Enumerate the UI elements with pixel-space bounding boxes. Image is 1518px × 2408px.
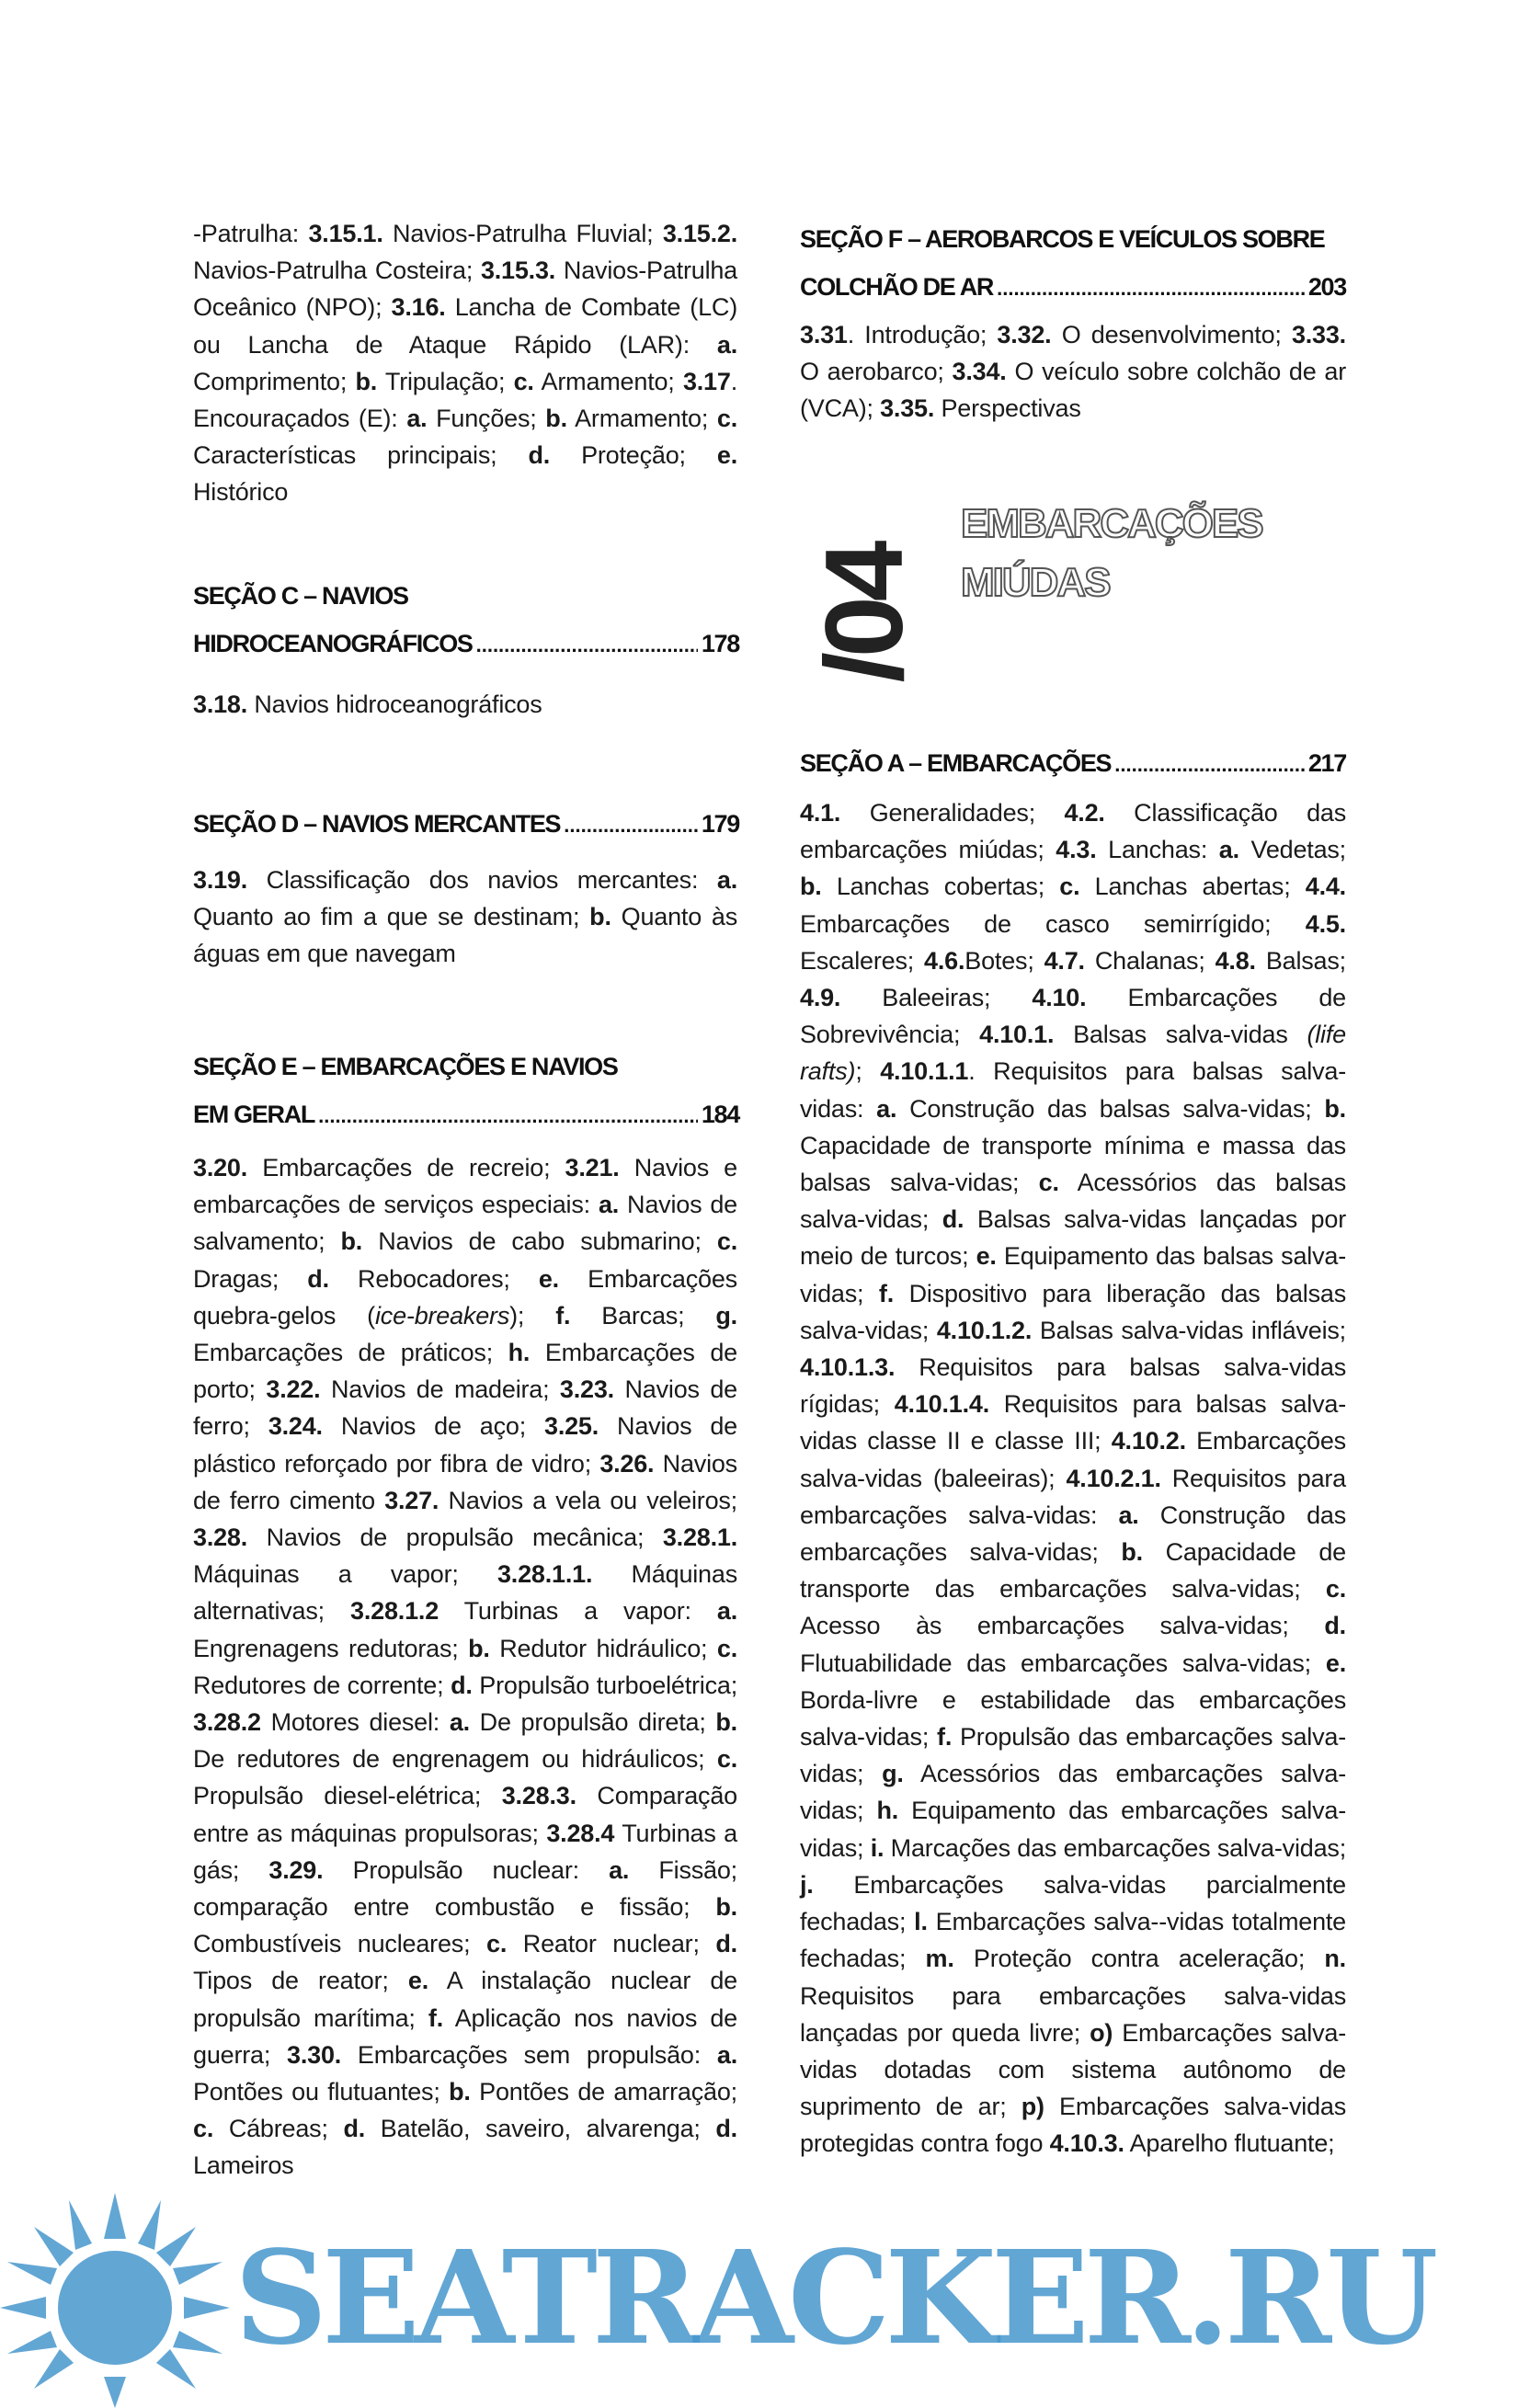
item-number: m.	[925, 1945, 954, 1973]
item-text: Máquinas a vapor;	[193, 1560, 497, 1589]
item-number: 3.27.	[384, 1486, 439, 1514]
item-text: Propulsão diesel-elétrica;	[193, 1782, 502, 1810]
page-number: 178	[701, 630, 739, 657]
leader-dots	[476, 622, 698, 669]
item-number: a.	[716, 866, 737, 894]
chapter-opener	[800, 485, 1346, 715]
section-title: HIDROCEANOGRÁFICOS	[193, 630, 473, 657]
item-text: Máquinas alternativas;	[193, 1560, 737, 1626]
item-text: Navios de plástico reforçado por fibra de vidro;	[193, 1412, 737, 1478]
item-number: 4.10.1.4.	[894, 1390, 989, 1419]
item-text: De propulsão direta;	[469, 1708, 716, 1737]
item-number: d.	[307, 1264, 329, 1293]
item-text: Turbinas a vapor:	[439, 1597, 717, 1626]
watermark	[0, 2193, 1518, 2408]
item-number: b.	[589, 903, 611, 931]
item-number: 4.1.	[800, 799, 841, 827]
item-text: Embarcações quebra-gelos (	[193, 1264, 737, 1330]
item-number: a.	[716, 1597, 737, 1626]
item-text: Redutores de corrente;	[193, 1671, 451, 1699]
item-number: d.	[343, 2115, 366, 2143]
item-number: 3.31	[800, 321, 848, 348]
item-number: 3.28.1.	[662, 1524, 737, 1552]
item-number: b.	[715, 1708, 737, 1737]
item-text: Embarcações de casco semirrígido;	[800, 909, 1306, 938]
item-number: c.	[1059, 873, 1080, 901]
item-number: j.	[800, 1870, 814, 1899]
item-text: Baleeiras;	[840, 984, 1033, 1012]
item-text: Engrenagens redutoras;	[193, 1634, 469, 1662]
item-text: Quanto às águas em que navegam	[193, 903, 737, 968]
toc-entry-section-d	[193, 862, 737, 973]
item-number: 3.15.2.	[662, 220, 737, 247]
item-number: o)	[1090, 2018, 1113, 2047]
toc-entry-section-c	[193, 686, 737, 723]
item-text: De redutores de engrenagem ou hidráulicos;	[193, 1745, 717, 1774]
item-number: 3.28.	[193, 1524, 248, 1552]
item-text: Navios de ferro;	[193, 1375, 737, 1441]
item-text: Fissão; comparação entre combustão e fissão;	[193, 1855, 737, 1922]
item-text: Requisitos para embarcações salva-vidas:	[800, 1464, 1346, 1529]
item-text: Aparelho flutuante;	[1124, 2129, 1335, 2158]
item-text: (life rafts)	[800, 1021, 1346, 1086]
chapter-title-line: MIÚDAS	[961, 560, 1110, 605]
item-text: Embarcações de Sobrevivência;	[800, 984, 1346, 1049]
leader-dots	[997, 265, 1305, 313]
item-text: Requisitos para balsas salva-vidas classe II e classe III;	[800, 1390, 1346, 1455]
item-text: Tripulação;	[377, 367, 514, 395]
item-text: Pontões de amarração;	[470, 2078, 737, 2106]
item-number: a.	[406, 405, 428, 433]
item-text: Navios de ferro cimento	[193, 1449, 737, 1514]
item-text: Navios de propulsão mecânica;	[247, 1524, 663, 1552]
item-text: Proteção;	[550, 441, 717, 470]
item-text: . Introdução;	[847, 321, 998, 348]
item-text: Vedetas;	[1238, 836, 1346, 864]
item-text: Histórico	[193, 478, 289, 507]
item-text: Dragas;	[193, 1264, 308, 1293]
item-number: f.	[428, 2003, 443, 2032]
item-text: Navios de madeira;	[320, 1375, 560, 1404]
item-number: c.	[716, 1227, 737, 1256]
item-number: a.	[716, 2040, 738, 2069]
item-number: c.	[513, 367, 534, 395]
section-title: SEÇÃO C – NAVIOS	[193, 582, 408, 610]
toc-entry-section-b-continued	[193, 215, 737, 511]
section-d-heading[interactable]	[193, 800, 739, 850]
item-number: b.	[468, 1634, 490, 1662]
leader-dots	[1114, 741, 1305, 789]
item-number: 3.28.1.2	[350, 1597, 439, 1626]
item-text: A instalação nuclear de propulsão marítima;	[193, 1967, 737, 2032]
item-text: Navios-Patrulha Costeira;	[193, 257, 481, 285]
item-text: Generalidades;	[840, 799, 1065, 827]
item-number: e.	[407, 1967, 429, 1995]
item-number: 4.4.	[1305, 873, 1346, 901]
item-text: Propulsão turboelétrica;	[472, 1671, 737, 1699]
item-text: Acessórios das embarcações salva-vidas;	[800, 1760, 1346, 1825]
item-number: c.	[1038, 1169, 1059, 1197]
item-number: e.	[976, 1242, 997, 1271]
item-text: Redutor hidráulico;	[489, 1634, 717, 1662]
item-text: Navios hidroceanográficos	[247, 690, 542, 718]
item-number: d.	[1324, 1612, 1346, 1640]
item-number: d.	[451, 1671, 473, 1699]
item-number: a.	[876, 1094, 897, 1123]
item-number: 3.28.3.	[501, 1782, 576, 1810]
item-number: b.	[355, 367, 378, 395]
item-number: 4.10.1.3.	[800, 1353, 896, 1382]
toc-entry-section-f	[800, 316, 1346, 428]
item-text: Navios-Patrulha Fluvial;	[382, 220, 663, 247]
page-number: 217	[1307, 749, 1346, 777]
item-text: Embarcações de recreio;	[247, 1154, 565, 1181]
item-text: Escaleres;	[800, 946, 925, 975]
item-text: Embarcações de práticos;	[193, 1339, 508, 1367]
item-number: 3.28.2	[193, 1708, 261, 1737]
item-text: Botes;	[964, 946, 1044, 975]
item-text: Dispositivo para liberação das balsas salva-vidas;	[800, 1279, 1346, 1344]
item-number: 4.10.2.	[1111, 1427, 1186, 1455]
item-number: e.	[1325, 1649, 1346, 1677]
item-text: Armamento;	[533, 367, 683, 395]
item-text: );	[509, 1301, 556, 1330]
section-title: COLCHÃO DE AR	[800, 273, 994, 301]
chapter-title	[961, 495, 1329, 612]
item-text: Embarcações salva--vidas totalmente fechadas;	[800, 1908, 1346, 1973]
item-text: Acesso às embarcações salva-vidas;	[800, 1612, 1325, 1640]
item-text: Marcações das embarcações salva-vidas;	[884, 1833, 1346, 1862]
item-text: Aplicação nos navios de guerra;	[193, 2003, 737, 2069]
item-text: Classificação dos navios mercantes:	[247, 866, 717, 894]
item-text: Combustíveis nucleares;	[193, 1930, 487, 1958]
item-text: Armamento;	[566, 405, 717, 433]
chapter-title-line: EMBARCAÇÕES	[961, 501, 1262, 546]
item-number: 3.16.	[391, 293, 446, 322]
item-number: a.	[609, 1855, 630, 1884]
chapter-number: /04	[803, 545, 926, 683]
item-number: 4.6.	[924, 946, 965, 975]
item-text: Embarcações salva-vidas dotadas com sistema autônomo de suprimento de ar;	[800, 2018, 1347, 2121]
page-number: 203	[1307, 273, 1346, 301]
item-text: Embarcações de porto;	[193, 1339, 737, 1404]
item-text: Capacidade de transporte mínima e massa das balsas salva-vidas;	[800, 1131, 1346, 1197]
item-number: g.	[715, 1301, 737, 1330]
item-text: O desenvolvimento;	[1051, 321, 1292, 348]
item-text: Lanchas cobertas;	[821, 873, 1060, 901]
item-number: f.	[555, 1301, 571, 1330]
item-number: 3.34.	[952, 358, 1007, 386]
item-number: d.	[528, 441, 551, 470]
item-number: l.	[914, 1908, 928, 1936]
item-number: i.	[870, 1833, 885, 1862]
section-a-heading[interactable]	[800, 739, 1346, 789]
item-number: 3.30.	[287, 2040, 342, 2069]
item-number: b.	[1121, 1538, 1143, 1567]
item-number: f.	[937, 1723, 953, 1752]
item-number: 4.2.	[1064, 799, 1105, 827]
item-text: -Patrulha:	[193, 220, 309, 247]
item-number: 4.10.1.2.	[936, 1316, 1033, 1344]
section-title: SEÇÃO E – EMBARCAÇÕES E NAVIOS	[193, 1053, 618, 1080]
item-text: Balsas;	[1255, 946, 1346, 975]
item-number: 3.17	[682, 367, 731, 395]
item-number: 3.33.	[1291, 321, 1346, 348]
item-number: c.	[193, 2115, 214, 2143]
item-text: Lanchas abertas;	[1079, 873, 1306, 901]
item-number: a.	[598, 1191, 620, 1219]
item-number: a.	[449, 1708, 470, 1737]
item-number: b.	[715, 1893, 737, 1922]
item-number: b.	[800, 873, 822, 901]
item-number: b.	[449, 2078, 471, 2106]
item-text: O aerobarco;	[800, 358, 953, 386]
item-text: . Encouraçados (E):	[193, 367, 737, 433]
section-f-heading[interactable]	[800, 215, 1346, 313]
item-text: Requisitos para balsas salva-vidas rígidas;	[800, 1353, 1346, 1419]
item-text: Embarcações sem propulsão:	[341, 2040, 717, 2069]
item-text: Pontões ou flutuantes;	[193, 2078, 450, 2106]
item-text: Acessórios das balsas salva-vidas;	[800, 1169, 1347, 1234]
item-text: Propulsão das embarcações salva-vidas;	[800, 1723, 1346, 1788]
item-number: 4.10.2.1.	[1066, 1464, 1161, 1492]
item-text: Embarcações salva-vidas (baleeiras);	[800, 1427, 1346, 1492]
item-number: 3.29.	[268, 1855, 324, 1884]
item-text: Requisitos para embarcações salva-vidas lançadas por queda livre;	[800, 1981, 1346, 2047]
item-text: Navios e embarcações de serviços especiais:	[193, 1154, 737, 1219]
item-number: 4.10.1.1	[880, 1057, 969, 1086]
item-text: ice-breakers	[374, 1301, 510, 1330]
item-number: 3.26.	[599, 1449, 655, 1478]
item-number: 4.9.	[800, 984, 841, 1012]
item-number: b.	[1324, 1094, 1346, 1123]
item-number: e.	[716, 441, 737, 470]
item-number: 4.8.	[1215, 946, 1256, 975]
item-number: 4.10.1.	[979, 1021, 1055, 1049]
item-number: d.	[715, 1930, 737, 1958]
item-number: n.	[1324, 1945, 1346, 1973]
section-e-heading[interactable]	[193, 1043, 739, 1140]
item-text: Propulsão nuclear:	[323, 1855, 610, 1884]
leader-dots	[318, 1092, 698, 1140]
item-number: h.	[876, 1797, 899, 1825]
item-text: Comprimento;	[193, 367, 356, 395]
section-title: SEÇÃO A – EMBARCAÇÕES	[800, 749, 1112, 777]
item-text: Reator nuclear;	[507, 1930, 716, 1958]
item-text: Flutuabilidade das embarcações salva-vidas;	[800, 1649, 1326, 1677]
item-number: c.	[716, 1745, 737, 1774]
item-text: Balsas salva-vidas	[1054, 1021, 1307, 1049]
section-title: SEÇÃO D – NAVIOS MERCANTES	[193, 810, 561, 838]
item-number: b.	[340, 1227, 363, 1256]
item-number: 3.32.	[997, 321, 1052, 348]
section-title: SEÇÃO F – AEROBARCOS E VEÍCULOS SOBRE	[800, 225, 1325, 253]
item-number: 4.5.	[1305, 909, 1346, 938]
item-text: Navios de cabo submarino;	[362, 1227, 717, 1256]
item-number: b.	[545, 405, 567, 433]
item-number: 3.20.	[193, 1154, 248, 1181]
item-text: Rebocadores;	[328, 1264, 539, 1293]
item-number: 3.18.	[193, 690, 248, 718]
toc-entry-section-a	[800, 794, 1346, 2163]
item-text: ;	[855, 1057, 881, 1086]
item-text: Embarcações salva-vidas parcialmente fechadas;	[800, 1870, 1346, 1936]
item-text: Turbinas a gás;	[193, 1819, 737, 1884]
item-text: Construção das balsas salva-vidas;	[896, 1094, 1325, 1123]
item-number: p)	[1021, 2093, 1044, 2121]
item-number: h.	[508, 1339, 531, 1367]
page-number: 184	[701, 1101, 739, 1128]
item-number: 3.19.	[193, 866, 248, 894]
item-text: Tipos de reator;	[193, 1967, 408, 1995]
item-text: . Requisitos para balsas salva-vidas:	[800, 1057, 1346, 1123]
item-text: Embarcações salva-vidas protegidas contra fogo	[800, 2093, 1346, 2158]
item-number: 3.35.	[880, 394, 935, 423]
item-text: Motores diesel:	[260, 1708, 450, 1737]
item-text: O veículo sobre colchão de ar (VCA);	[800, 358, 1346, 423]
item-text: Barcas;	[570, 1301, 716, 1330]
item-number: c.	[716, 405, 737, 433]
item-number: 3.23.	[559, 1375, 614, 1404]
item-text: Chalanas;	[1084, 946, 1216, 975]
item-text: Navios de aço;	[322, 1412, 544, 1441]
item-text: Navios de salvamento;	[193, 1191, 737, 1256]
item-number: a.	[1118, 1501, 1139, 1529]
item-text: Construção das embarcações salva-vidas;	[800, 1501, 1346, 1567]
item-number: 4.10.	[1032, 984, 1087, 1012]
item-text: Lameiros	[193, 2151, 294, 2180]
item-text: Perspectivas	[934, 394, 1081, 423]
item-text: Classificação das embarcações miúdas;	[800, 799, 1346, 864]
item-number: 3.22.	[266, 1375, 321, 1404]
item-text: Proteção contra aceleração;	[953, 1945, 1325, 1973]
item-number: 3.28.4	[546, 1819, 615, 1847]
item-number: 4.7.	[1044, 946, 1085, 975]
item-text: Borda-livre e estabilidade das embarcações salva-vidas;	[800, 1685, 1346, 1752]
item-text: Balsas salva-vidas infláveis;	[1032, 1316, 1346, 1344]
item-number: 4.10.3.	[1049, 2129, 1124, 2158]
section-c-heading[interactable]	[193, 572, 739, 669]
item-number: 3.21.	[565, 1154, 620, 1181]
item-text: Cábreas;	[213, 2115, 344, 2143]
item-text: Lancha de Combate (LC) ou Lancha de Ataque Rápido (LAR):	[193, 293, 737, 359]
item-text: Características principais;	[193, 441, 529, 470]
item-text: Equipamento das embarcações salva-vidas;	[800, 1797, 1346, 1862]
item-number: c.	[1325, 1575, 1346, 1603]
item-number: 3.24.	[268, 1412, 323, 1441]
item-text: Quanto ao fim a que se destinam;	[193, 903, 590, 931]
item-text: Balsas salva-vidas lançadas por meio de turcos;	[800, 1205, 1346, 1271]
page-number: 179	[701, 810, 739, 838]
item-number: 3.25.	[544, 1412, 599, 1441]
item-number: 3.15.3.	[480, 257, 556, 285]
watermark-text: SEATRACKER.RU	[234, 2223, 1433, 2374]
item-number: g.	[882, 1760, 904, 1788]
item-text: Navios-Patrulha Oceânico (NPO);	[193, 257, 737, 322]
item-text: Equipamento das balsas salva-vidas;	[800, 1242, 1346, 1307]
item-number: c.	[486, 1930, 508, 1958]
item-number: d.	[715, 2115, 737, 2143]
item-text: Lanchas:	[1096, 836, 1219, 864]
item-number: f.	[878, 1279, 894, 1307]
sun-logo-icon	[0, 2193, 239, 2408]
item-number: a.	[716, 330, 737, 359]
item-text: Navios a vela ou veleiros;	[439, 1486, 737, 1514]
item-number: 4.3.	[1056, 836, 1097, 864]
item-number: a.	[1218, 836, 1239, 864]
leader-dots	[564, 802, 698, 850]
item-number: c.	[716, 1634, 737, 1662]
item-text: Capacidade de transporte das embarcações salva-vidas;	[800, 1538, 1346, 1603]
item-number: 3.15.1.	[308, 220, 383, 247]
item-number: e.	[538, 1264, 559, 1293]
item-text: Funções;	[427, 405, 546, 433]
item-number: d.	[942, 1205, 964, 1234]
toc-entry-section-e	[193, 1149, 737, 2185]
section-title: EM GERAL	[193, 1101, 315, 1128]
item-text: Batelão, saveiro, alvarenga;	[365, 2115, 716, 2143]
item-text: Comparação entre as máquinas propulsoras;	[193, 1782, 737, 1847]
item-number: 3.28.1.1.	[496, 1560, 593, 1589]
